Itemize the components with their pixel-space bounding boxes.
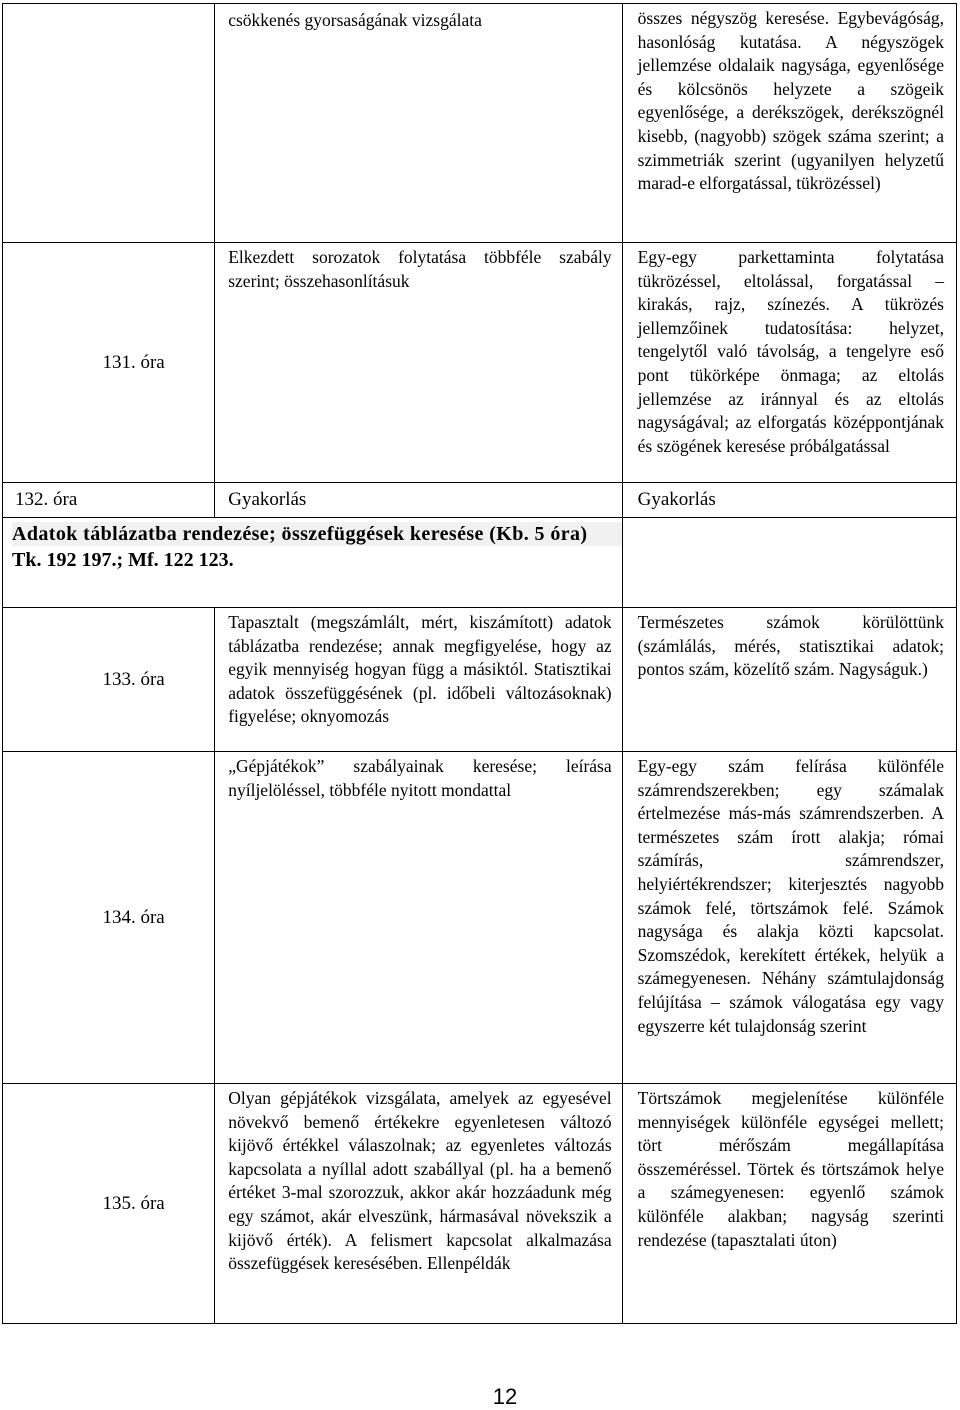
section-reference: Tk. 192 197.; Mf. 122 123.: [12, 549, 234, 571]
table-row: [3, 483, 957, 518]
topic-cell: Olyan gépjátékok vizsgálata, amelyek az egyesével növekvő bemenő értékekre egyenletesen változó kijövő értékkel válaszolnak; az egyenletes változás kapcsolata a nyíllal adott szabállyal (pl. ha a bemenő értéket 3-mal szorozzuk, akkor akár hozzáadunk még egy számot, akár elveszünk, hármasával növekszik a kijövő érték). A felismert kapcsolat alkalmazása összefüggések keresésében. Ellenpéldák: [215, 1084, 622, 1324]
topic-cell: „Gépjátékok” szabályainak keresése; leírása nyíljelöléssel, többféle nyitott mondattal: [215, 752, 622, 1084]
table-row: [3, 752, 957, 1084]
lesson-cell: 131. óra: [3, 243, 215, 483]
topic-cell: csökkenés gyorsaságának vizsgálata: [215, 4, 622, 243]
topic-cell: Elkezdett sorozatok folytatása többféle szabály szerint; összehasonlításuk: [215, 243, 622, 483]
lesson-cell: 133. óra: [3, 608, 215, 752]
table-row: [3, 4, 957, 243]
lesson-cell: [3, 4, 215, 243]
content-cell: Egy-egy parkettaminta folytatása tükrözéssel, eltolással, forgatással – kirakás, rajz, színezés. A tükrözés jellemzőinek tudatosítása: helyzet, tengelytől való távolság, a tengelyre eső pont tükörképe önmaga; az eltolás jellemzése az iránnyal és az eltolás nagyságával; az elforgatás középpontjának és szögének keresése próbálgatással: [622, 243, 956, 483]
lesson-cell: 132. óra: [3, 483, 215, 518]
curriculum-table: [2, 3, 957, 1324]
content-cell: összes négyszög keresése. Egybevágóság, hasonlóság kutatása. A négyszögek jellemzése oldalaik nagysága, egyenlősége és kölcsönös helyzete a szögeik egyenlősége, a derékszögek, derékszögnél kisebb, (nagyobb) szögek száma szerint; a szimmetriák szerint (ugyanilyen helyzetű marad-e elforgatással, tükrözéssel): [622, 4, 956, 243]
table-row: [3, 1084, 957, 1324]
lesson-cell: 134. óra: [3, 752, 215, 1084]
lesson-cell: 135. óra: [3, 1084, 215, 1324]
content-cell: Törtszámok megjelenítése különféle mennyiségek különféle egységei mellett; tört mérőszám megállapítása összeméréssel. Törtek és törtszámok helye a számegyenesen: egyenlő számok különféle alakban; nagyság szerinti rendezése (tapasztalati úton): [622, 1084, 956, 1324]
section-header-row: [3, 518, 957, 608]
table-row: [3, 243, 957, 483]
empty-cell: [622, 518, 956, 608]
content-cell: Gyakorlás: [622, 483, 956, 518]
table-row: [3, 608, 957, 752]
section-title: Adatok táblázatba rendezése; összefüggések keresése (Kb. 5 óra): [12, 522, 622, 546]
section-header: [3, 518, 623, 608]
page-number: 12: [492, 1384, 518, 1409]
topic-cell: Tapasztalt (megszámlált, mért, kiszámított) adatok táblázatba rendezése; annak megfigyelése, hogy az egyik mennyiség hogyan függ a másiktól. Statisztikai adatok összefüggésének (pl. időbeli változásoknak) figyelése; oknyomozás: [215, 608, 622, 752]
content-cell: Természetes számok körülöttünk (számlálás, mérés, statisztikai adatok; pontos szám, közelítő szám. Nagyságuk.): [622, 608, 956, 752]
content-cell: Egy-egy szám felírása különféle számrendszerekben; egy számalak értelmezése más-más számrendszerben. A természetes szám írott alakja; római számírás, számrendszer, helyiértékrendszer; kiterjesztés nagyobb számok felé, törtszámok felé. Számok nagysága és alakja közti kapcsolat. Szomszédok, kerekített értékek, helyük a számegyenesen. Néhány számtulajdonság felújítása – számok válogatása egy vagy egyszerre két tulajdonság szerint: [622, 752, 956, 1084]
topic-cell: Gyakorlás: [215, 483, 622, 518]
